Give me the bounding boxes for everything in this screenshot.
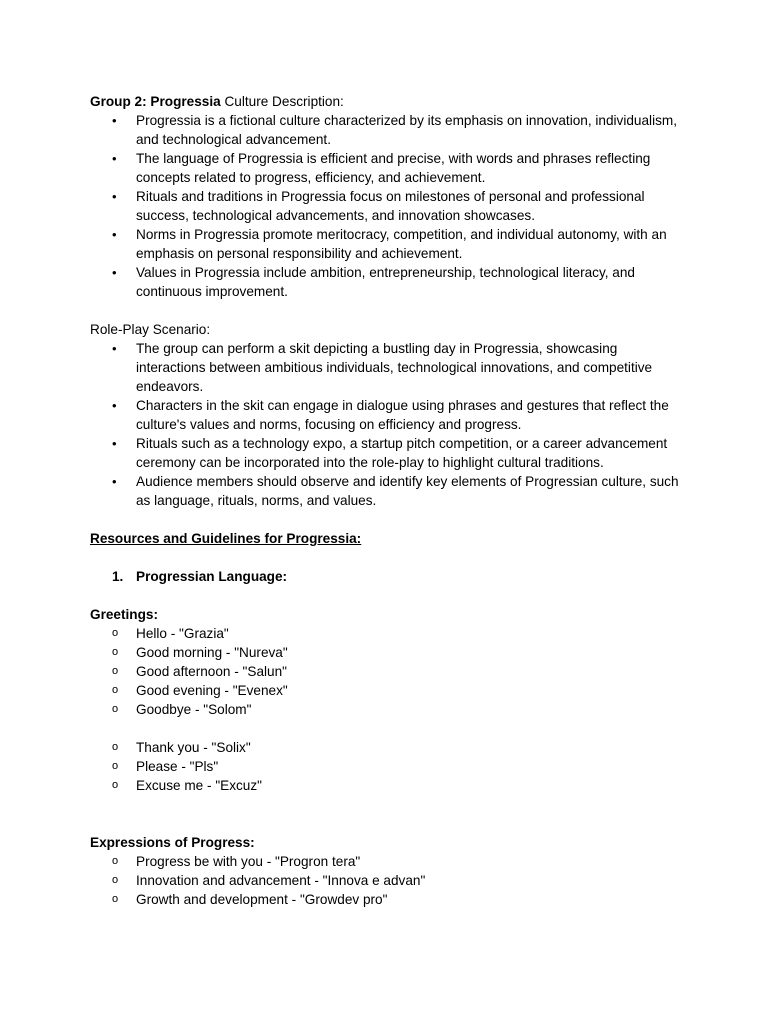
list-item: o Good evening - "Evenex" [112, 683, 288, 698]
bullet-marker: • [112, 189, 117, 204]
culture-list [90, 111, 690, 301]
bullet-marker: • [112, 265, 117, 280]
bullet-marker: • [112, 341, 117, 356]
circle-marker: o [112, 779, 119, 791]
expressions-list [90, 852, 690, 909]
courtesy-list [90, 738, 690, 795]
greetings-list [90, 624, 690, 719]
list-item: o Thank you - "Solix" [112, 740, 251, 755]
list-item: o Please - "Pls" [112, 759, 219, 774]
bullet-marker: • [112, 436, 117, 451]
culture-heading-group: Group 2: Progressia [90, 94, 221, 109]
list-item: • Values in Progressia include ambition, entrepreneurship, technological literacy, and continuous improvement. [112, 265, 635, 299]
circle-marker: o [112, 703, 119, 715]
list-item: • Rituals and traditions in Progressia focus on milestones of personal and professional success, technological advancements, and innovation showcases. [112, 189, 645, 223]
circle-marker: o [112, 646, 119, 658]
list-item: o Innovation and advancement - "Innova e advan" [112, 873, 426, 888]
bullet-marker: • [112, 227, 117, 242]
section-title: Progressian Language: [136, 569, 288, 584]
list-item: • Audience members should observe and identify key elements of Progressian culture, such as language, rituals, norms, and values. [112, 474, 679, 508]
roleplay-list [90, 339, 690, 510]
section-language [90, 567, 690, 586]
list-item: • Norms in Progressia promote meritocracy, competition, and individual autonomy, with an emphasis on personal responsibility and achievement. [112, 227, 667, 261]
circle-marker: o [112, 760, 119, 772]
list-item: o Goodbye - "Solom" [112, 702, 252, 717]
document-page [90, 92, 690, 909]
circle-marker: o [112, 684, 119, 696]
circle-marker: o [112, 741, 119, 753]
list-item: o Progress be with you - "Progron tera" [112, 854, 361, 869]
circle-marker: o [112, 627, 119, 639]
list-item: • Characters in the skit can engage in dialogue using phrases and gestures that reflect the culture's values and norms, focusing on efficiency and progress. [112, 398, 669, 432]
bullet-marker: • [112, 398, 117, 413]
list-item: o Excuse me - "Excuz" [112, 778, 262, 793]
list-item: o Hello - "Grazia" [112, 626, 229, 641]
circle-marker: o [112, 874, 119, 886]
list-item: o Growth and development - "Growdev pro" [112, 892, 388, 907]
roleplay-heading: Role-Play Scenario: [90, 322, 211, 337]
list-item: • Rituals such as a technology expo, a startup pitch competition, or a career advancement ceremony can be incorporated into the role-play to highlight cultural traditions. [112, 436, 668, 470]
circle-marker: o [112, 855, 119, 867]
culture-heading-rest: Culture Description: [220, 94, 344, 109]
bullet-marker: • [112, 113, 117, 128]
list-item: o Good afternoon - "Salun" [112, 664, 287, 679]
bullet-marker: • [112, 151, 117, 166]
bullet-marker: • [112, 474, 117, 489]
circle-marker: o [112, 893, 119, 905]
list-item: • The language of Progressia is efficient and precise, with words and phrases reflecting concepts related to progress, efficiency, and achievement. [112, 151, 651, 185]
greetings-heading: Greetings: [90, 607, 158, 622]
expressions-heading: Expressions of Progress: [90, 835, 255, 850]
list-item: o Good morning - "Nureva" [112, 645, 288, 660]
list-item: • The group can perform a skit depicting a bustling day in Progressia, showcasing interactions between ambitious individuals, technological innovations, and competitive endeavors. [112, 341, 653, 394]
resources-heading: Resources and Guidelines for Progressia: [90, 531, 362, 546]
circle-marker: o [112, 665, 119, 677]
list-item: • Progressia is a fictional culture characterized by its emphasis on innovation, individualism, and technological advancement. [112, 113, 677, 147]
culture-heading [90, 92, 690, 111]
section-number: 1. [112, 569, 124, 584]
